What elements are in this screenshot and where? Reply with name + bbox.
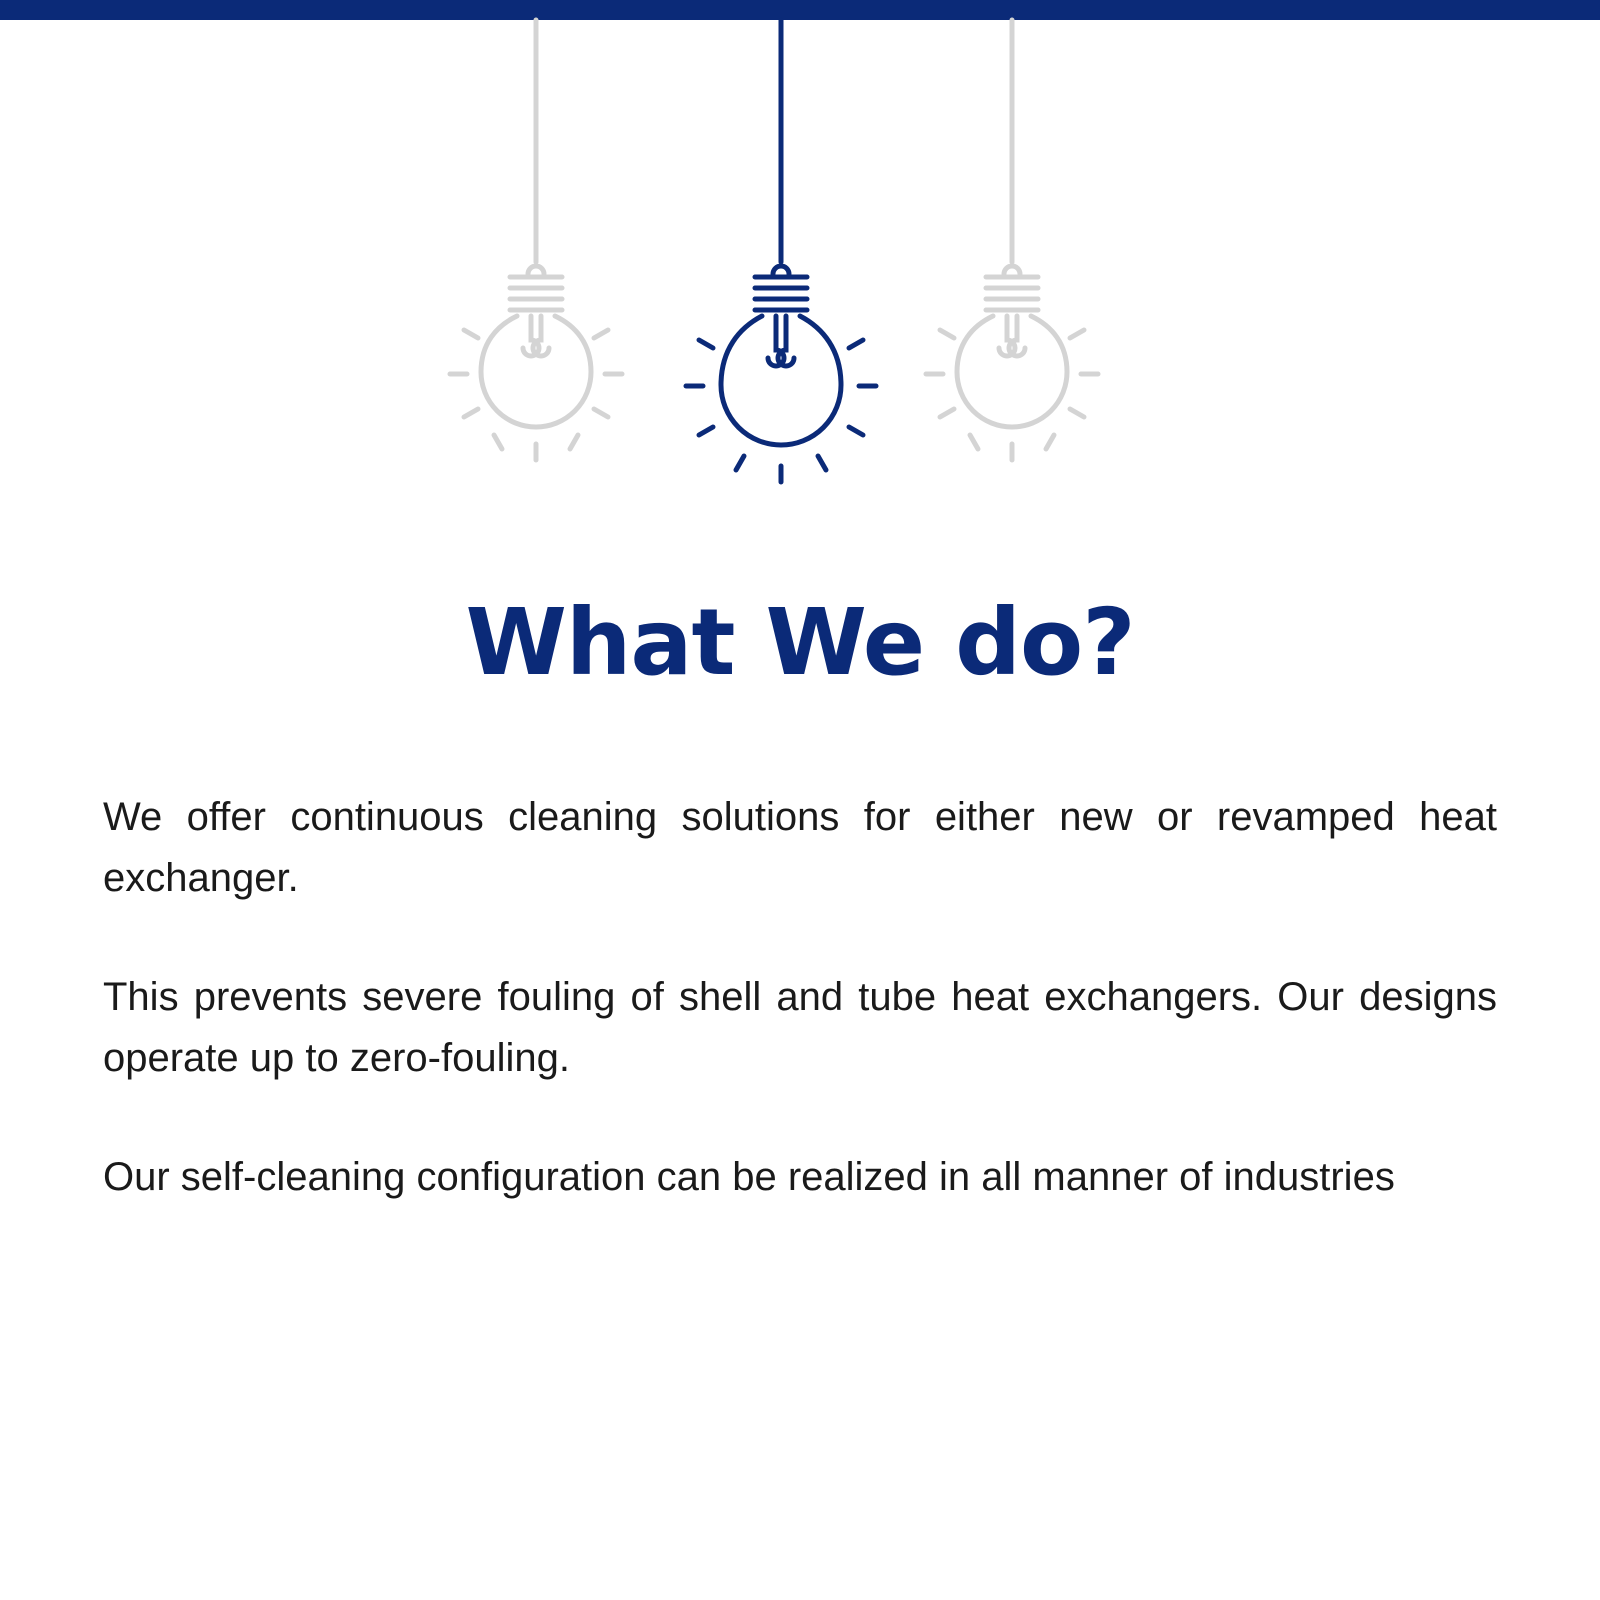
body-text: [103, 787, 1497, 1266]
paragraph: This prevents severe fouling of shell and tube heat exchangers. Our designs operate up to zero-fouling.: [103, 975, 1497, 1080]
light-bulb-icon: [926, 20, 1098, 460]
page-title: What We do?: [465, 589, 1135, 696]
light-bulb-icon: [686, 20, 876, 482]
paragraph: Our self-cleaning configuration can be realized in all manner of industries: [103, 1155, 1395, 1199]
hanging-bulbs-illustration: [0, 0, 1600, 500]
paragraph: We offer continuous cleaning solutions for either new or revamped heat exchanger.: [103, 795, 1497, 900]
light-bulb-icon: [450, 20, 622, 460]
